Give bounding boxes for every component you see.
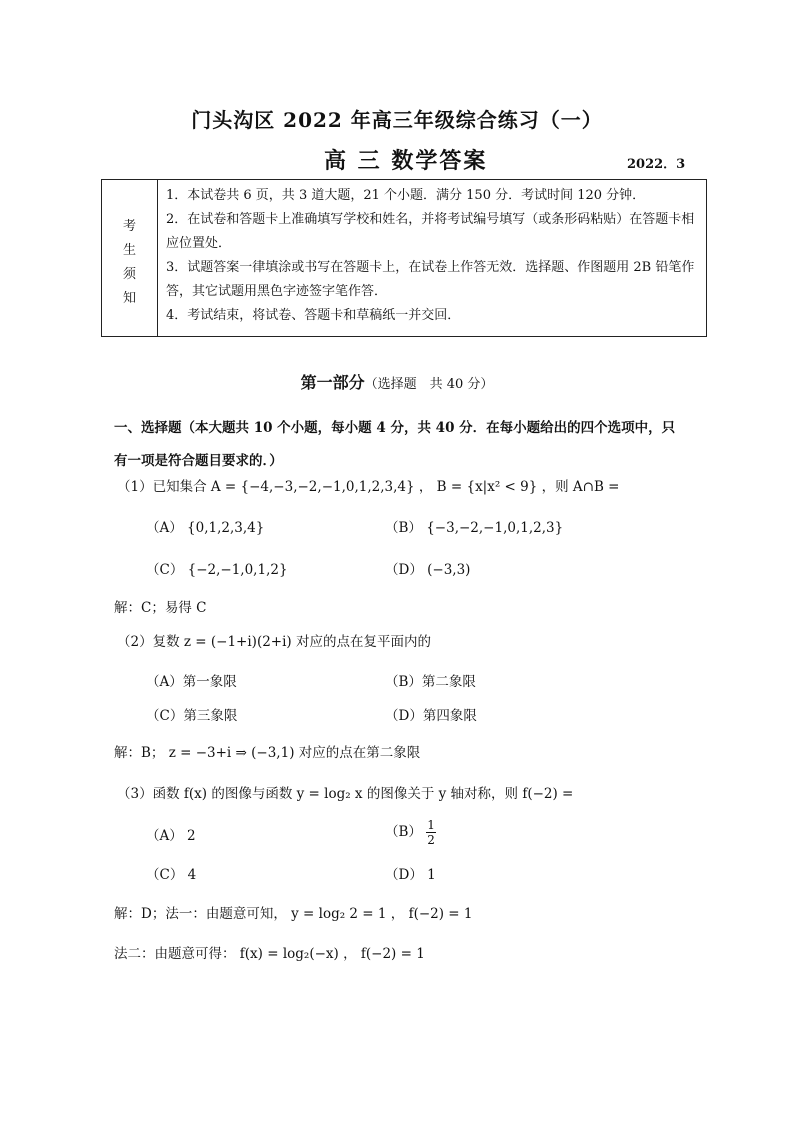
notice-label-char: 生 (122, 242, 136, 258)
question-2-option-a: （A）第一象限 (146, 674, 237, 690)
notice-content (158, 180, 707, 337)
question-2-option-d: （D）第四象限 (385, 708, 477, 724)
question-3-option-b-label: （B） (385, 824, 422, 840)
question-3-solution-method-2: 法二：由题意可得： f(x) = log₂(−x) ， f(−2) = 1 (114, 946, 425, 962)
question-3-stem: （3）函数 f(x) 的图像与函数 y = log₂ x 的图像关于 y 轴对称，则 f(−2) = (117, 786, 574, 802)
question-3-option-a: （A） 2 (146, 828, 196, 844)
question-3-option-d: （D） 1 (385, 867, 436, 883)
question-1-stem: （1）已知集合 A = {−4,−3,−2,−1,0,1,2,3,4} ， B = {x|x² < 9} ，则 A∩B = (117, 479, 620, 495)
fraction-denominator: 2 (427, 833, 435, 847)
page-subtitle: 高 三 数学答案 (324, 148, 488, 174)
notice-label (102, 180, 158, 337)
question-1-option-d: （D） (−3,3) (385, 562, 471, 578)
exam-notice-table (101, 179, 707, 337)
section-instruction-line1: 一、选择题（本大题共 10 个小题，每小题 4 分，共 40 分．在每小题给出的四个选项中，只 (114, 420, 676, 436)
part-title: 第一部分 (300, 373, 365, 392)
question-2-option-c: （C）第三象限 (146, 708, 238, 724)
notice-label-char: 考 (122, 218, 136, 234)
question-1-solution: 解：C；易得 C (114, 600, 207, 616)
notice-label-char: 知 (122, 290, 136, 306)
fraction-one-half (426, 818, 436, 847)
notice-label-char: 须 (122, 266, 136, 282)
question-1-option-c: （C） {−2,−1,0,1,2} (146, 562, 288, 578)
section-instruction-line2: 有一项是符合题目要求的．） (114, 453, 283, 469)
notice-line: 4．考试结束，将试卷、答题卡和草稿纸一并交回． (166, 308, 461, 323)
question-2-option-b: （B）第二象限 (385, 674, 476, 690)
question-2-solution: 解：B； z = −3+i ⇒ (−3,1) 对应的点在第二象限 (114, 745, 421, 761)
question-3-option-c: （C） 4 (146, 867, 197, 883)
question-1-option-a: （A） {0,1,2,3,4} (146, 520, 265, 536)
part-note: （选择题 共 40 分） (364, 377, 494, 392)
notice-line: 1．本试卷共 6 页，共 3 道大题，21 个小题．满分 150 分．考试时间 120 分钟． (166, 188, 646, 203)
question-3-solution: 解：D；法一：由题意可知， y = log₂ 2 = 1 ， f(−2) = 1 (114, 906, 473, 922)
notice-line: 2．在试卷和答题卡上准确填写学校和姓名，并将考试编号填写（或条形码粘贴）在答题卡相应位置处． (166, 212, 695, 251)
part-heading (0, 370, 794, 393)
notice-line: 3．试题答案一律填涂或书写在答题卡上，在试卷上作答无效．选择题、作图题用 2B 铅笔作答，其它试题用黑色字迹签字笔作答． (166, 260, 695, 299)
question-2-stem: （2）复数 z = (−1+i)(2+i) 对应的点在复平面内的 (117, 634, 431, 650)
question-1-option-b: （B） {−3,−2,−1,0,1,2,3} (385, 520, 564, 536)
question-3-option-b (385, 818, 436, 847)
fraction-numerator: 1 (427, 818, 435, 832)
exam-date: 2022．3 (627, 157, 686, 172)
page-title: 门头沟区 2022 年高三年级综合练习（一） (191, 108, 603, 132)
